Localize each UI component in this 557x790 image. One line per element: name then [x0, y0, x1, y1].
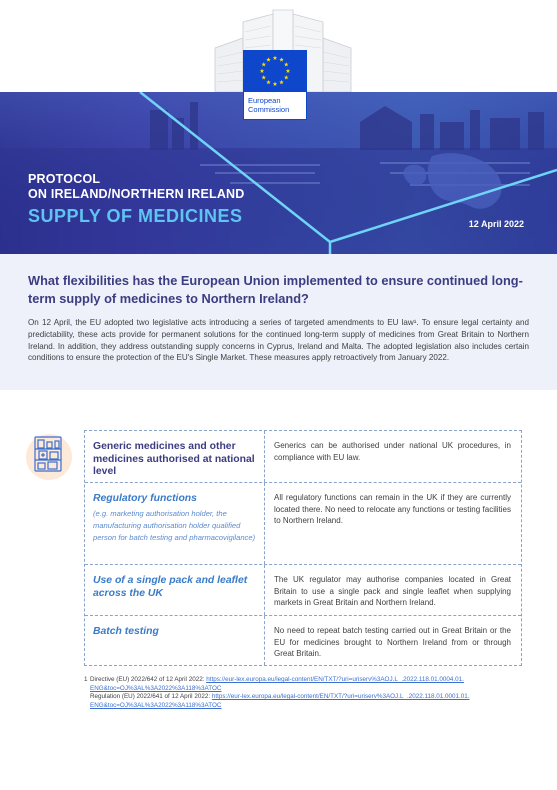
footnote-2 [84, 693, 524, 710]
table-row [85, 431, 521, 483]
protocol-title [28, 172, 245, 202]
row-label-cell [85, 483, 265, 564]
logo-line1: European [248, 96, 281, 105]
eu-star-icon [261, 75, 266, 79]
eu-star-icon [286, 69, 291, 73]
footnote-1-text: Directive (EU) 2022/642 of 12 April 2022: [90, 676, 207, 683]
footnote-1-link-part-a: https://eur-lex.europa.eu/legal-content/EN/TXT/?uri=uriserv%3AOJ.L_.2022.118.01.0004.01. [206, 676, 464, 683]
footnote-2-link-part-a: https://eur-lex.europa.eu/legal-content/EN/TXT/?uri=uriserv%3AOJ.L_.2022.118.01.0001.01. [211, 693, 470, 701]
row-title: Generic medicines and other medicines authorised at national level [93, 441, 255, 477]
eu-star-icon [284, 62, 289, 66]
publication-date: 12 April 2022 [468, 219, 524, 229]
eu-flag [243, 50, 307, 92]
logo-line2: Commission [248, 105, 290, 114]
eu-star-icon [261, 62, 266, 66]
row-subtitle: (e.g. marketing authorisation holder, the manufacturing authorisation holder qualified person for batch testing and pharmacovigilance) [93, 508, 256, 543]
table-row [85, 483, 521, 565]
row-description: All regulatory functions can remain in the UK if they are currently located there. No need to relocate any functions or testing facilities to Northern Ireland. [274, 493, 511, 526]
protocol-line2: ON IRELAND/NORTHERN IRELAND [28, 187, 245, 201]
row-title: Batch testing [93, 626, 159, 637]
table-row [85, 616, 521, 665]
protocol-line1: PROTOCOL [28, 172, 101, 186]
row-title: Use of a single pack and leaflet across the UK [93, 575, 248, 599]
eu-star-icon [273, 82, 278, 86]
footnotes [84, 676, 524, 710]
logo-wordmark [243, 92, 307, 120]
row-description: Generics can be authorised under national UK procedures, in compliance with EU law. [274, 441, 511, 462]
row-description: The UK regulator may authorise companies located in Great Britain to use a single pack and single leaflet when supplying markets in Great Britain and Northern Ireland. [274, 575, 511, 608]
row-label-cell [85, 565, 265, 615]
footnote-2-link-part-b: ENG&toc=OJ%3AL%3A2022%3A118%3ATOC [90, 701, 222, 709]
intro-heading: What flexibilities has the European Union implemented to ensure continued long-term supply of medicines to Northern Ireland? [28, 273, 523, 306]
eu-flag-icon [243, 50, 307, 92]
medicine-shelf-icon [31, 433, 71, 475]
eu-star-icon [266, 80, 271, 84]
table-row [85, 565, 521, 616]
eu-star-icon [266, 57, 271, 61]
row-description: No need to repeat batch testing carried out in Great Britain or the EU for medicines brought to Northern Ireland from or through Great Britain. [274, 626, 511, 659]
eu-star-icon [273, 56, 278, 60]
row-title: Regulatory functions [93, 493, 197, 504]
footnote-1 [84, 676, 524, 693]
eu-star-icon [279, 80, 284, 84]
intro-section [0, 254, 557, 390]
footnote-number: 1 [84, 676, 88, 683]
footnote-1-link-part-b: ENG&toc=OJ%3AL%3A2022%3A118%3ATOC [90, 684, 222, 692]
row-label-cell [85, 431, 265, 482]
topic-title: SUPPLY OF MEDICINES [28, 206, 243, 226]
header [0, 0, 557, 114]
row-label-cell [85, 616, 265, 665]
eu-star-icon [260, 69, 265, 73]
flexibilities-table [84, 430, 522, 666]
footnote-2-text: Regulation (EU) 2022/641 of 12 April 2022: [90, 693, 212, 701]
eu-star-icon [284, 75, 289, 79]
eu-star-icon [279, 57, 284, 61]
intro-paragraph: On 12 April, the EU adopted two legislative acts introducing a series of targeted amendments to EU law¹. To ensure legal certainty and predictability, these acts provide for permanent solutions for the continued long-term supply of medicines from Great Britain to Northern Ireland. In addition, they address outstanding supply concerns in Cyprus, Ireland and Malta. The adopted legislation also includes certain conditions to ensure the protection of the EU's Single Market. These measures apply retroactively from January 2022. [28, 318, 529, 363]
